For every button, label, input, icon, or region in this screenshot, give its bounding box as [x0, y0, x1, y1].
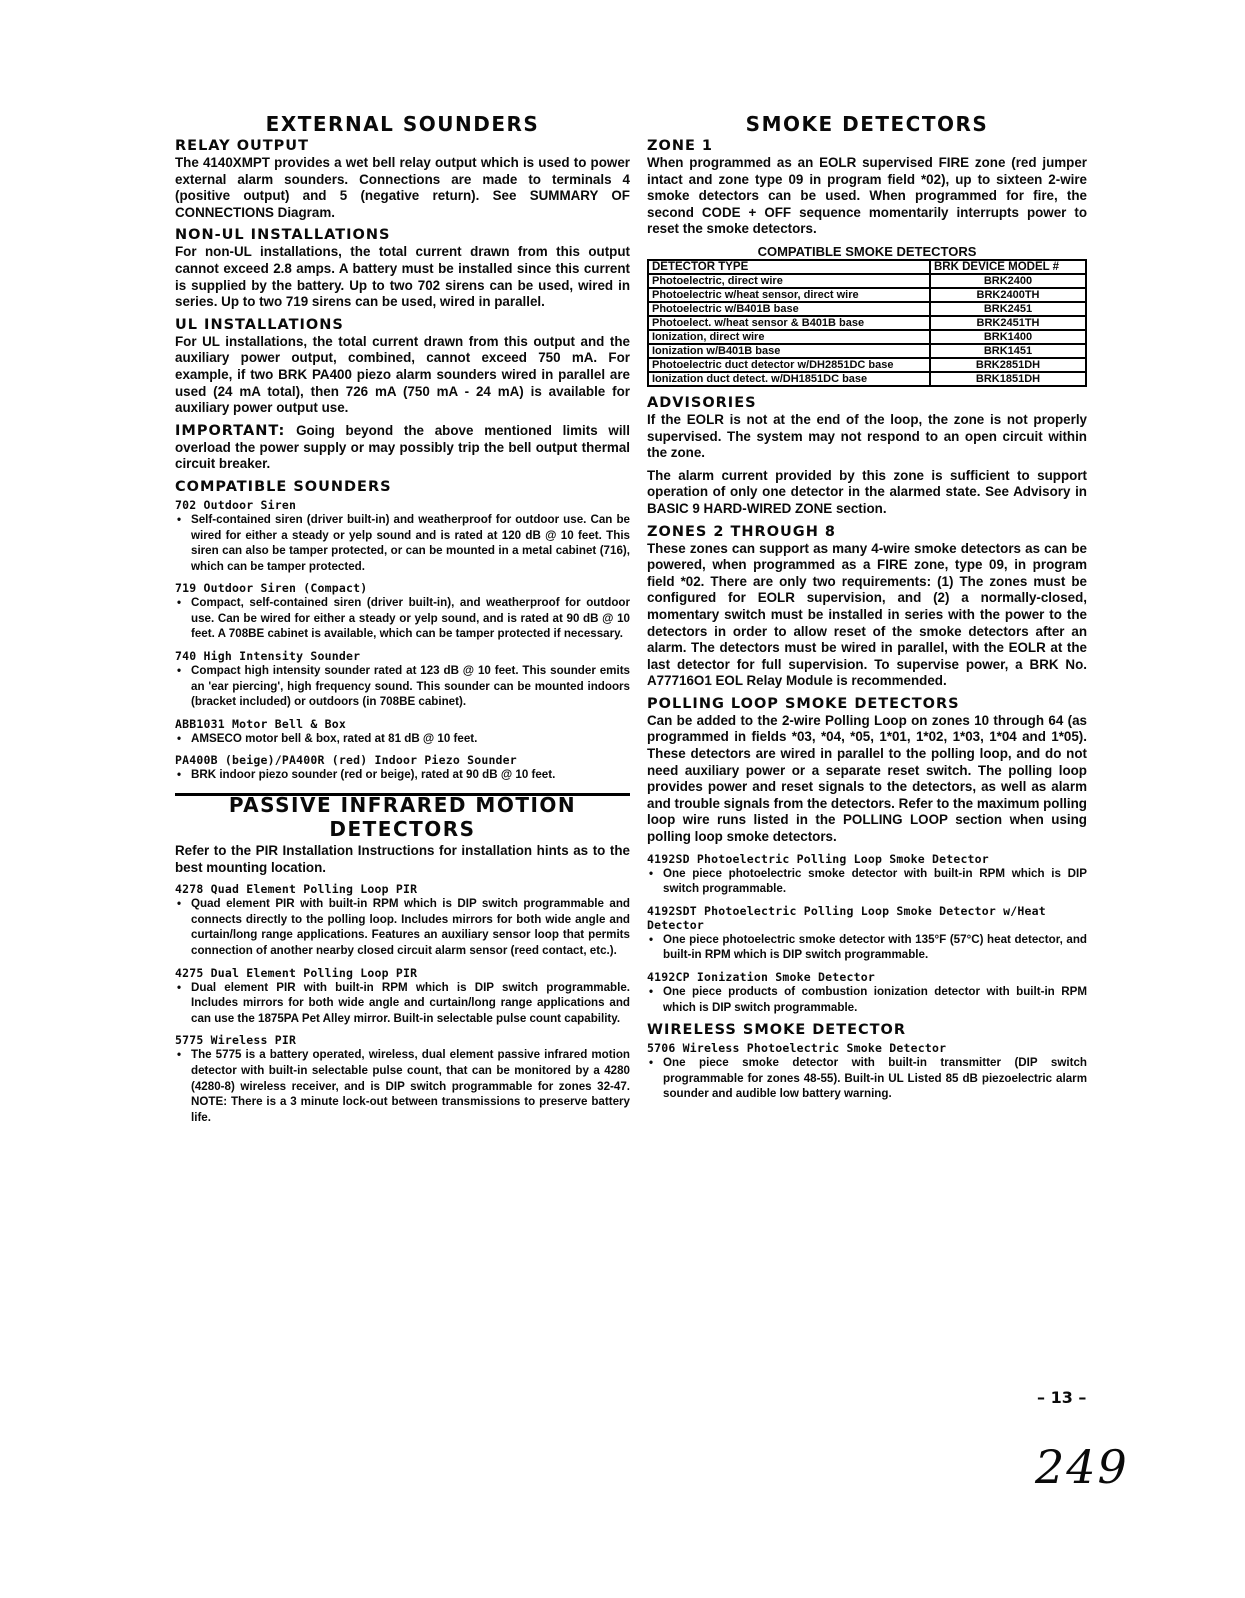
- page-number: – 13 –: [1037, 1388, 1087, 1407]
- sounder-item-list: [175, 663, 630, 710]
- list-item: [175, 512, 630, 574]
- pir-title-line1: PASSIVE INFRARED MOTION: [228, 793, 577, 818]
- bullet-icon: •: [177, 980, 182, 994]
- pir-item-list: [175, 1047, 630, 1125]
- compatible-sounders-heading: COMPATIBLE SOUNDERS: [175, 478, 392, 495]
- table-row: [648, 344, 1086, 358]
- table-row: [648, 358, 1086, 372]
- detector-type-cell: Photoelectric duct detector w/DH2851DC base: [648, 358, 930, 372]
- model-cell: BRK1451: [930, 344, 1086, 358]
- sounder-item-list: [175, 731, 630, 747]
- table-row: [648, 330, 1086, 344]
- table-header-row: [648, 260, 1086, 274]
- zones-2-8-heading: ZONES 2 THROUGH 8: [647, 523, 836, 540]
- left-column: [175, 112, 630, 1132]
- relay-output-heading: RELAY OUTPUT: [175, 138, 309, 154]
- ul-text: For UL installations, the total current drawn from this output and the auxiliary power output, combined, cannot exceed 750 mA. For example, if two BRK PA400 piezo alarm sounders wired in parallel are used (24 mA total), then 726 mA (750 mA - 24 mA) is available for auxiliary power output use.: [175, 333, 630, 416]
- smoke-detectors-title: SMOKE DETECTORS: [745, 112, 989, 136]
- model-cell: BRK2400TH: [930, 288, 1086, 302]
- zone1-text: When programmed as an EOLR supervised FIRE zone (red jumper intact and zone type 09 in program field *02), up to sixteen 2-wire smoke detectors can be used. When programmed for fire, the second CODE + OFF sequence momentarily interrupts power to reset the smoke detectors.: [647, 155, 1087, 237]
- pir-intro: Refer to the PIR Installation Instructions for installation hints as to the best mounting location.: [175, 843, 630, 875]
- important-label: IMPORTANT:: [175, 422, 286, 439]
- model-cell: BRK1400: [930, 330, 1086, 344]
- polling-item-desc: One piece photoelectric smoke detector with built-in RPM which is DIP switch programmable.: [663, 866, 1087, 896]
- list-item: [647, 984, 1087, 1015]
- polling-item-list: [647, 932, 1087, 963]
- pir-item-name: 4278 Quad Element Polling Loop PIR: [175, 882, 418, 897]
- ul-heading: UL INSTALLATIONS: [175, 316, 344, 333]
- table-row: [648, 372, 1086, 386]
- bullet-icon: •: [177, 664, 182, 678]
- model-cell: BRK2400: [930, 274, 1086, 288]
- list-item: [647, 866, 1087, 897]
- bullet-icon: •: [649, 1056, 654, 1070]
- list-item: [175, 595, 630, 642]
- bullet-icon: •: [177, 768, 182, 782]
- wireless-item-name: 5706 Wireless Photoelectric Smoke Detector: [647, 1041, 947, 1056]
- sounder-item-name: ABB1031 Motor Bell & Box: [175, 716, 346, 731]
- right-column: [647, 112, 1087, 1109]
- bullet-icon: •: [177, 512, 182, 526]
- compatible-smoke-detectors-table: [647, 259, 1087, 387]
- bullet-icon: •: [177, 596, 182, 610]
- bullet-icon: •: [177, 1048, 182, 1062]
- model-cell: BRK1851DH: [930, 372, 1086, 386]
- bullet-icon: •: [177, 731, 182, 745]
- zone1-heading: ZONE 1: [647, 138, 714, 154]
- sounder-item-name: 719 Outdoor Siren (Compact): [175, 581, 368, 596]
- table-row: [648, 288, 1086, 302]
- detector-type-cell: Photoelect. w/heat sensor & B401B base: [648, 316, 930, 330]
- important-text: Going beyond the above mentioned limits will overload the power supply or may possibly trip the bell output thermal circuit breaker.: [175, 422, 630, 472]
- list-item: [175, 1047, 630, 1125]
- list-item: [175, 663, 630, 710]
- polling-item-desc: One piece photoelectric smoke detector with 135°F (57°C) heat detector, and built-in RPM which is DIP switch programmable.: [663, 932, 1087, 962]
- model-cell: BRK2851DH: [930, 358, 1086, 372]
- polling-item-name: 4192SD Photoelectric Polling Loop Smoke Detector: [647, 851, 989, 866]
- bullet-icon: •: [177, 897, 182, 911]
- external-sounders-title: EXTERNAL SOUNDERS: [265, 112, 540, 136]
- polling-loop-heading: POLLING LOOP SMOKE DETECTORS: [647, 695, 960, 712]
- sounder-item-name: 702 Outdoor Siren: [175, 497, 297, 512]
- pir-item-desc: Dual element PIR with built-in RPM which is DIP switch programmable. Includes mirrors for both wide angle and curtain/long range applications and can use the 1875PA Pet Alley mirror. Built-in selectable pulse count capability.: [191, 980, 630, 1025]
- detector-type-cell: Ionization, direct wire: [648, 330, 930, 344]
- detector-type-cell: Photoelectric w/heat sensor, direct wire: [648, 288, 930, 302]
- pir-item-name: 5775 Wireless PIR: [175, 1033, 297, 1048]
- list-item: [647, 1055, 1087, 1102]
- detector-type-cell: Photoelectric, direct wire: [648, 274, 930, 288]
- sounder-item-list: [175, 595, 630, 642]
- pir-title-line2: DETECTORS: [329, 817, 476, 842]
- polling-item-name: 4192CP Ionization Smoke Detector: [647, 970, 875, 984]
- detector-type-cell: Ionization w/B401B base: [648, 344, 930, 358]
- sounder-item-desc: BRK indoor piezo sounder (red or beige), rated at 90 dB @ 10 feet.: [191, 768, 556, 782]
- advisories-text-1: If the EOLR is not at the end of the loop, the zone is not properly supervised. The system may not respond to an open circuit within the zone.: [647, 411, 1087, 461]
- sounder-item-list: [175, 767, 630, 783]
- pir-item-list: [175, 896, 630, 958]
- sounder-item-desc: AMSECO motor bell & box, rated at 81 dB @ 10 feet.: [191, 731, 478, 745]
- bullet-icon: •: [649, 985, 654, 998]
- sounder-item-desc: Compact high intensity sounder rated at 123 dB @ 10 feet. This sounder emits an 'ear piercing', high frequency sound. This sounder can be mounted indoors (bracket included) or outdoors (in 708BE cabinet).: [191, 664, 630, 709]
- important-note: [175, 423, 630, 473]
- header-detector-type: DETECTOR TYPE: [648, 260, 930, 274]
- wireless-item-desc: One piece smoke detector with built-in transmitter (DIP switch programmable for zones 48-55). Built-in UL Listed 85 dB piezoelectric alarm sounder and audible low battery warning.: [663, 1056, 1087, 1101]
- polling-item-name: 4192SDT Photoelectric Polling Loop Smoke Detector w/Heat Detector: [647, 903, 1046, 932]
- non-ul-text: For non-UL installations, the total current drawn from this output cannot exceed 2.8 amps. A battery must be installed since this current is supplied by the battery. Up to two 702 sirens can be used, wired in series. Up to two 719 sirens can be used, wired in parallel.: [175, 244, 630, 310]
- list-item: [175, 767, 630, 783]
- sounder-item-desc: Self-contained siren (driver built-in) and weatherproof for outdoor use. Can be wired for either a steady or yelp sound and is rated at 120 dB @ 10 feet. This siren can also be tamper protected, or can be mounted in a metal cabinet (716), which can be tamper protected.: [191, 512, 630, 573]
- sounder-item-desc: Compact, self-contained siren (driver built-in), and weatherproof for outdoor use. Can be wired for either a steady or yelp sound, and is rated at 90 dB @ 10 feet. A 708BE cabinet is available, which can be tamper protected if necessary.: [191, 596, 630, 641]
- table-caption: COMPATIBLE SMOKE DETECTORS: [757, 243, 977, 259]
- pir-item-desc: Quad element PIR with built-in RPM which is DIP switch programmable and connects directly to the polling loop. Includes mirrors for both wide angle and curtain/long range applications. Features an auxiliary sensor loop that permits connection of another nearby closed circuit alarm sensor (reed contact, etc.).: [191, 897, 630, 957]
- relay-output-text: The 4140XMPT provides a wet bell relay output which is used to power external alarm sounders. Connections are made to terminals 4 (positive output) and 5 (negative return). See SUMMARY OF CONNECTIONS Diagram.: [175, 155, 630, 220]
- model-cell: BRK2451: [930, 302, 1086, 316]
- bullet-icon: •: [649, 866, 654, 880]
- table-row: [648, 302, 1086, 316]
- polling-loop-text: Can be added to the 2-wire Polling Loop on zones 10 through 64 (as programmed in fields *03, *04, *05, 1*01, 1*02, 1*03, 1*04 and 1*05). These detectors are wired in parallel to the polling loop, and do not need auxiliary power or a separate reset switch. The polling loop provides power and reset signals to the detectors, as well as alarm and trouble signals from the detectors. Refer to the maximum polling loop wire runs listed in the POLLING LOOP section when using polling loop smoke detectors.: [647, 712, 1087, 845]
- wireless-item-list: [647, 1055, 1087, 1102]
- advisories-heading: ADVISORIES: [647, 394, 757, 411]
- wireless-smoke-heading: WIRELESS SMOKE DETECTOR: [647, 1022, 907, 1039]
- detector-type-cell: Ionization duct detect. w/DH1851DC base: [648, 372, 930, 386]
- sounder-item-name: PA400B (beige)/PA400R (red) Indoor Piezo Sounder: [175, 753, 517, 768]
- pir-item-list: [175, 980, 630, 1027]
- bullet-icon: •: [649, 932, 654, 946]
- model-cell: BRK2451TH: [930, 316, 1086, 330]
- pir-item-desc: The 5775 is a battery operated, wireless, dual element passive infrared motion detector with built-in selectable pulse count, that can be monitored by a 4280 (4280-8) wireless receiver, and is DIP switch programmable for zones 32-47. NOTE: There is a 3 minute lock-out between transmissions to preserve battery life.: [191, 1048, 630, 1124]
- table-row: [648, 274, 1086, 288]
- list-item: [175, 980, 630, 1027]
- handwritten-page-mark: 249: [1035, 1440, 1129, 1494]
- header-model: BRK DEVICE MODEL #: [930, 260, 1086, 274]
- advisories-text-2: The alarm current provided by this zone is sufficient to support operation of only one detector in the alarmed state. See Advisory in BASIC 9 HARD-WIRED ZONE section.: [647, 467, 1087, 516]
- pir-item-name: 4275 Dual Element Polling Loop PIR: [175, 965, 418, 980]
- sounder-item-name: 740 High Intensity Sounder: [175, 649, 361, 664]
- detector-type-cell: Photoelectric w/B401B base: [648, 302, 930, 316]
- zones-2-8-text: These zones can support as many 4-wire smoke detectors as can be powered, when programmed as a FIRE zone, type 09, in program field *02. There are only two requirements: (1) The zones must be configured for EOLR supervision, and (2) a normally-closed, momentary switch must be installed in series with the power to the detectors in order to allow reset of the smoke detectors after an alarm. The detectors must be wired in parallel, with the EOLR at the last detector for full supervision. To supervise power, a BRK No. A77716O1 EOL Relay Module is recommended.: [647, 540, 1087, 689]
- list-item: [175, 896, 630, 958]
- polling-item-desc: One piece products of combustion ionization detector with built-in RPM which is DIP switch programmable.: [663, 985, 1087, 1014]
- list-item: [647, 932, 1087, 963]
- sounder-item-list: [175, 512, 630, 574]
- non-ul-heading: NON-UL INSTALLATIONS: [175, 227, 391, 244]
- table-row: [648, 316, 1086, 330]
- polling-item-list: [647, 984, 1087, 1015]
- polling-item-list: [647, 866, 1087, 897]
- list-item: [175, 731, 630, 747]
